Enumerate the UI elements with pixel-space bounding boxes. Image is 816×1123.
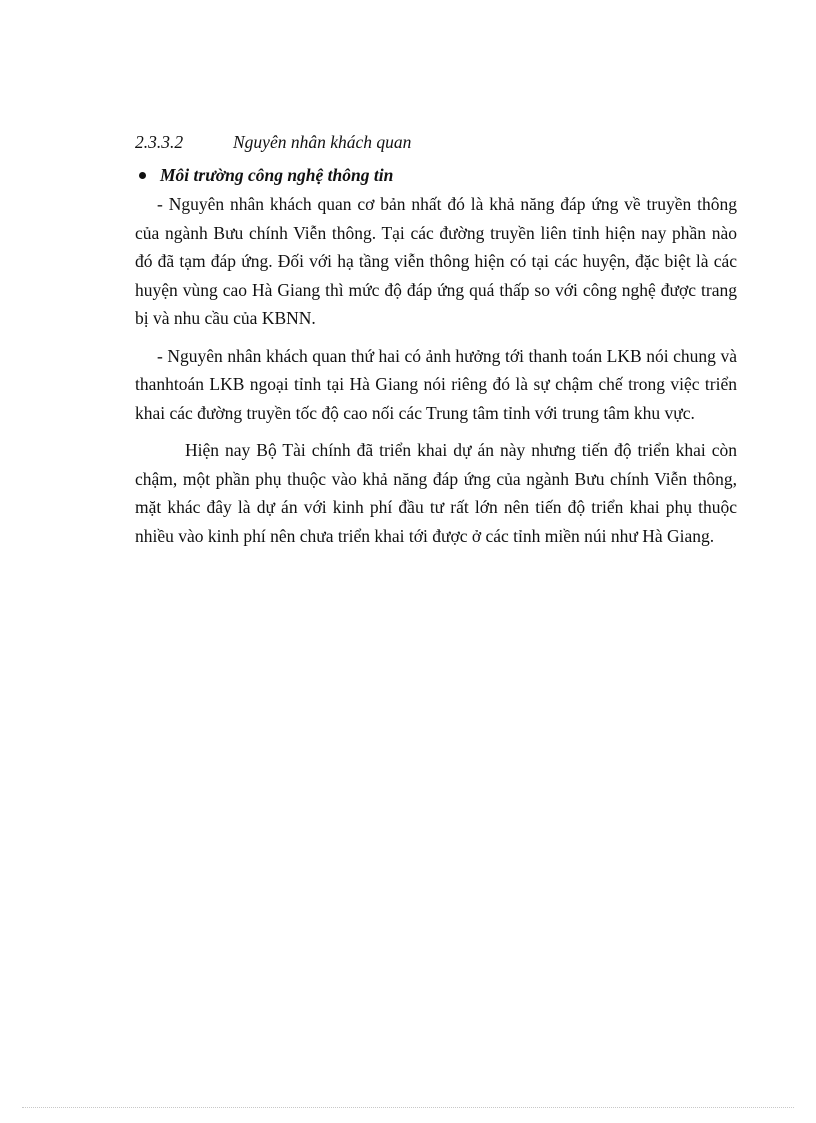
section-heading [135,128,737,156]
document-body [135,128,737,559]
bullet-dot-icon [139,172,146,179]
section-number: 2.3.3.2 [135,132,184,152]
bullet-title: Môi trường công nghệ thông tin [160,165,394,185]
section-title: Nguyên nhân khách quan [233,132,412,152]
bullet-item [135,162,737,188]
paragraph-2: - Nguyên nhân khách quan thứ hai có ảnh hưởng tới thanh toán LKB nói chung và thanhtoán LKB ngoại tỉnh tại Hà Giang nói riêng đó là sự chậm chế trong việc triển khai các đường truyền tốc độ cao nối các Trung tâm tỉnh với trung tâm khu vực. [135,345,737,423]
paragraph-3: Hiện nay Bộ Tài chính đã triển khai dự án này nhưng tiến độ triển khai còn chậm, một phần phụ thuộc vào khả năng đáp ứng của ngành Bưu chính Viễn thông, mặt khác đây là dự án với kinh phí đầu tư rất lớn nên tiến độ triển khai phụ thuộc nhiều vào kinh phí nên chưa triển khai tới được ở các tỉnh miền núi như Hà Giang. [135,440,737,546]
paragraph-1: - Nguyên nhân khách quan cơ bản nhất đó là khả năng đáp ứng về truyền thông của ngành Bưu chính Viễn thông. Tại các đường truyền liên tỉnh hiện nay phần nào đó đã tạm đáp ứng. Đối với hạ tầng viễn thông hiện có tại các huyện, đặc biệt là các huyện vùng cao Hà Giang thì mức độ đáp ứng quá thấp so với công nghệ được trang bị và nhu cầu của KBNN. [135,194,737,328]
page-bottom-divider [22,1107,794,1108]
